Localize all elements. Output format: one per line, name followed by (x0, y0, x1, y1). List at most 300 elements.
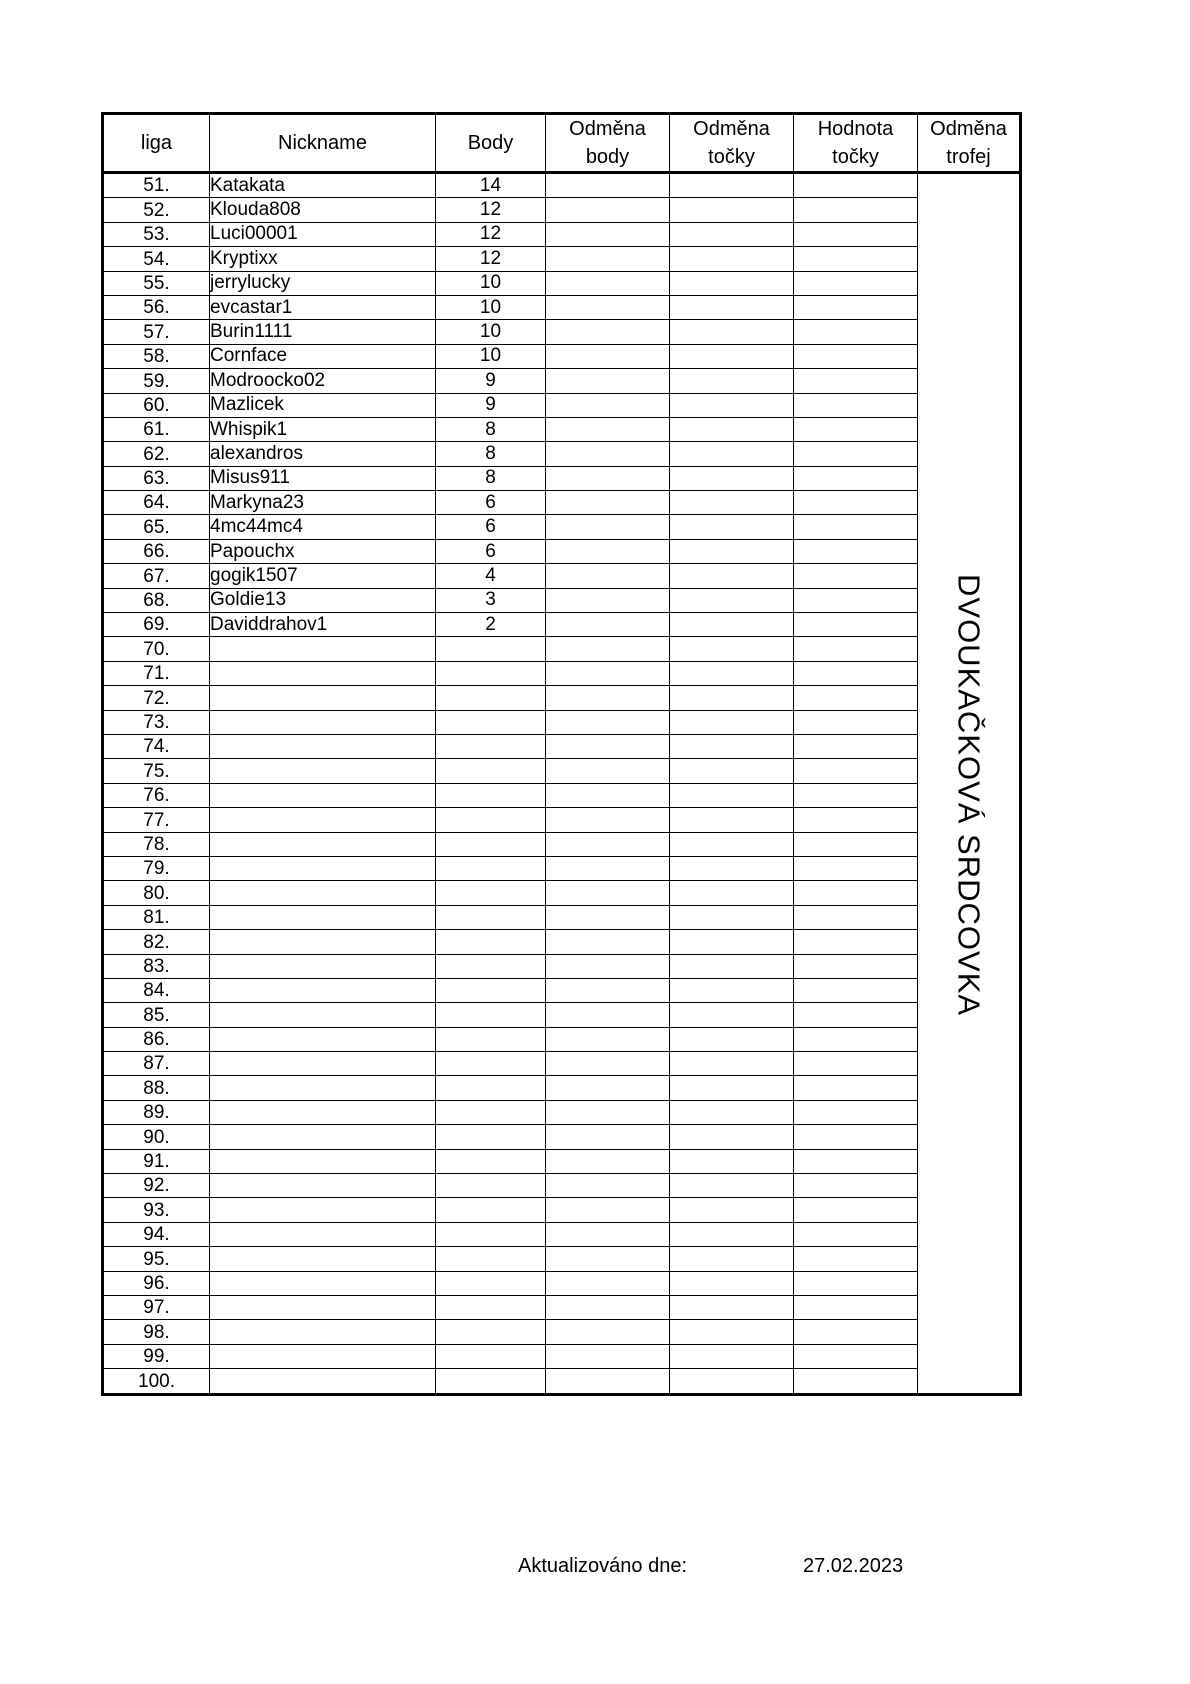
rank-cell: 95. (103, 1247, 210, 1271)
header-body: Body (436, 114, 546, 173)
table-row (103, 393, 1021, 417)
table-row (103, 832, 1021, 856)
rank-cell: 79. (103, 856, 210, 880)
table-row (103, 222, 1021, 246)
table-row (103, 856, 1021, 880)
nickname-cell (210, 1003, 436, 1027)
odmena-body-cell (546, 686, 670, 710)
header-liga: liga (103, 114, 210, 173)
rank-cell: 83. (103, 954, 210, 978)
rank-cell: 80. (103, 881, 210, 905)
odmena-tocky-cell (670, 1125, 794, 1149)
odmena-body-cell (546, 1076, 670, 1100)
odmena-tocky-cell (670, 1320, 794, 1344)
odmena-body-cell (546, 320, 670, 344)
header-odmena-body: Odměna body (546, 114, 670, 173)
odmena-body-cell (546, 905, 670, 929)
odmena-body-cell (546, 442, 670, 466)
body-cell (436, 1295, 546, 1319)
body-cell: 6 (436, 491, 546, 515)
header-hodnota-tocky: Hodnota točky (794, 114, 918, 173)
odmena-body-cell (546, 1125, 670, 1149)
body-cell: 10 (436, 271, 546, 295)
nickname-cell: Luci00001 (210, 222, 436, 246)
rank-cell: 89. (103, 1100, 210, 1124)
odmena-tocky-cell (670, 515, 794, 539)
body-cell (436, 1198, 546, 1222)
rank-cell: 72. (103, 686, 210, 710)
odmena-tocky-cell (670, 1344, 794, 1368)
header-odmena-tocky: Odměna točky (670, 114, 794, 173)
odmena-body-cell (546, 491, 670, 515)
trophy-name: DVOUKAČKOVÁ SRDCOVKA (951, 574, 987, 1017)
table-row (103, 1125, 1021, 1149)
table-row (103, 1344, 1021, 1368)
rank-cell: 74. (103, 734, 210, 758)
nickname-cell (210, 832, 436, 856)
rank-cell: 58. (103, 344, 210, 368)
hodnota-tocky-cell (794, 1174, 918, 1198)
odmena-body-cell (546, 1149, 670, 1173)
nickname-cell (210, 1369, 436, 1394)
rank-cell: 59. (103, 369, 210, 393)
rank-cell: 97. (103, 1295, 210, 1319)
odmena-tocky-cell (670, 734, 794, 758)
body-cell (436, 1320, 546, 1344)
odmena-tocky-cell (670, 1003, 794, 1027)
odmena-tocky-cell (670, 1369, 794, 1394)
table-row (103, 1320, 1021, 1344)
odmena-tocky-cell (670, 417, 794, 441)
hodnota-tocky-cell (794, 1076, 918, 1100)
table-row (103, 588, 1021, 612)
rank-cell: 71. (103, 661, 210, 685)
body-cell: 4 (436, 564, 546, 588)
trophy-cell (918, 173, 1021, 1395)
odmena-body-cell (546, 1052, 670, 1076)
odmena-body-cell (546, 344, 670, 368)
hodnota-tocky-cell (794, 1295, 918, 1319)
rank-cell: 91. (103, 1149, 210, 1173)
nickname-cell (210, 759, 436, 783)
nickname-cell (210, 1076, 436, 1100)
table-row (103, 783, 1021, 807)
nickname-cell (210, 1344, 436, 1368)
body-cell (436, 1027, 546, 1051)
updated-date: 27.02.2023 (803, 1555, 904, 1577)
body-cell (436, 1076, 546, 1100)
rank-cell: 100. (103, 1369, 210, 1394)
table-row (103, 978, 1021, 1002)
nickname-cell (210, 1100, 436, 1124)
rank-cell: 52. (103, 198, 210, 222)
odmena-body-cell (546, 417, 670, 441)
rank-cell: 96. (103, 1271, 210, 1295)
rank-cell: 78. (103, 832, 210, 856)
rank-cell: 86. (103, 1027, 210, 1051)
nickname-cell (210, 905, 436, 929)
odmena-tocky-cell (670, 930, 794, 954)
nickname-cell (210, 1027, 436, 1051)
table-body (103, 173, 1021, 1395)
nickname-cell (210, 1247, 436, 1271)
table-row (103, 466, 1021, 490)
table-row (103, 930, 1021, 954)
odmena-body-cell (546, 1198, 670, 1222)
hodnota-tocky-cell (794, 930, 918, 954)
table-row (103, 247, 1021, 271)
body-cell: 6 (436, 539, 546, 563)
body-cell (436, 1247, 546, 1271)
header-nickname: Nickname (210, 114, 436, 173)
odmena-tocky-cell (670, 1027, 794, 1051)
body-cell: 3 (436, 588, 546, 612)
body-cell: 8 (436, 442, 546, 466)
body-cell (436, 661, 546, 685)
hodnota-tocky-cell (794, 1369, 918, 1394)
odmena-body-cell (546, 466, 670, 490)
nickname-cell (210, 1320, 436, 1344)
body-cell: 8 (436, 466, 546, 490)
rank-cell: 60. (103, 393, 210, 417)
body-cell: 12 (436, 198, 546, 222)
odmena-body-cell (546, 1174, 670, 1198)
table-row (103, 515, 1021, 539)
odmena-body-cell (546, 1369, 670, 1394)
odmena-body-cell (546, 198, 670, 222)
nickname-cell: alexandros (210, 442, 436, 466)
odmena-body-cell (546, 393, 670, 417)
odmena-body-cell (546, 271, 670, 295)
nickname-cell (210, 1222, 436, 1246)
nickname-cell (210, 637, 436, 661)
nickname-cell: gogik1507 (210, 564, 436, 588)
body-cell: 9 (436, 393, 546, 417)
odmena-tocky-cell (670, 369, 794, 393)
nickname-cell (210, 1125, 436, 1149)
hodnota-tocky-cell (794, 637, 918, 661)
hodnota-tocky-cell (794, 515, 918, 539)
nickname-cell: Papouchx (210, 539, 436, 563)
odmena-body-cell (546, 637, 670, 661)
rank-cell: 53. (103, 222, 210, 246)
nickname-cell (210, 783, 436, 807)
nickname-cell (210, 954, 436, 978)
nickname-cell: Goldie13 (210, 588, 436, 612)
hodnota-tocky-cell (794, 881, 918, 905)
body-cell: 10 (436, 295, 546, 319)
rank-cell: 87. (103, 1052, 210, 1076)
odmena-body-cell (546, 613, 670, 637)
odmena-tocky-cell (670, 222, 794, 246)
rank-cell: 90. (103, 1125, 210, 1149)
hodnota-tocky-cell (794, 661, 918, 685)
rank-cell: 64. (103, 491, 210, 515)
odmena-body-cell (546, 710, 670, 734)
nickname-cell: jerrylucky (210, 271, 436, 295)
odmena-tocky-cell (670, 320, 794, 344)
odmena-tocky-cell (670, 759, 794, 783)
hodnota-tocky-cell (794, 613, 918, 637)
header-odmena-trofej: Odměna trofej (918, 114, 1021, 173)
table-row (103, 661, 1021, 685)
odmena-body-cell (546, 978, 670, 1002)
body-cell (436, 1149, 546, 1173)
table-row (103, 539, 1021, 563)
odmena-tocky-cell (670, 1174, 794, 1198)
hodnota-tocky-cell (794, 295, 918, 319)
table-row (103, 1174, 1021, 1198)
odmena-tocky-cell (670, 613, 794, 637)
hodnota-tocky-cell (794, 954, 918, 978)
nickname-cell (210, 1295, 436, 1319)
odmena-tocky-cell (670, 466, 794, 490)
body-cell (436, 686, 546, 710)
body-cell: 6 (436, 515, 546, 539)
rank-cell: 63. (103, 466, 210, 490)
odmena-body-cell (546, 881, 670, 905)
table-row (103, 905, 1021, 929)
odmena-tocky-cell (670, 1100, 794, 1124)
odmena-body-cell (546, 1271, 670, 1295)
table-row (103, 1100, 1021, 1124)
odmena-body-cell (546, 564, 670, 588)
nickname-cell: Katakata (210, 173, 436, 198)
body-cell (436, 710, 546, 734)
hodnota-tocky-cell (794, 832, 918, 856)
hodnota-tocky-cell (794, 1027, 918, 1051)
hodnota-tocky-cell (794, 271, 918, 295)
rank-cell: 68. (103, 588, 210, 612)
odmena-tocky-cell (670, 588, 794, 612)
nickname-cell: Daviddrahov1 (210, 613, 436, 637)
table-row (103, 417, 1021, 441)
hodnota-tocky-cell (794, 1052, 918, 1076)
table-row (103, 734, 1021, 758)
body-cell (436, 1052, 546, 1076)
table-row (103, 1052, 1021, 1076)
hodnota-tocky-cell (794, 1149, 918, 1173)
nickname-cell (210, 930, 436, 954)
table-row (103, 637, 1021, 661)
odmena-tocky-cell (670, 881, 794, 905)
nickname-cell: Misus911 (210, 466, 436, 490)
rank-cell: 75. (103, 759, 210, 783)
odmena-body-cell (546, 222, 670, 246)
table-row (103, 1271, 1021, 1295)
table-header (103, 114, 1021, 173)
hodnota-tocky-cell (794, 344, 918, 368)
odmena-tocky-cell (670, 783, 794, 807)
body-cell (436, 905, 546, 929)
nickname-cell: Modroocko02 (210, 369, 436, 393)
nickname-cell (210, 1271, 436, 1295)
table-row (103, 320, 1021, 344)
hodnota-tocky-cell (794, 466, 918, 490)
body-cell (436, 759, 546, 783)
body-cell: 10 (436, 344, 546, 368)
rank-cell: 57. (103, 320, 210, 344)
odmena-tocky-cell (670, 344, 794, 368)
table-row (103, 344, 1021, 368)
hodnota-tocky-cell (794, 1247, 918, 1271)
odmena-tocky-cell (670, 905, 794, 929)
odmena-body-cell (546, 856, 670, 880)
table-row (103, 1076, 1021, 1100)
hodnota-tocky-cell (794, 320, 918, 344)
body-cell: 8 (436, 417, 546, 441)
odmena-body-cell (546, 1027, 670, 1051)
body-cell (436, 930, 546, 954)
body-cell (436, 1344, 546, 1368)
hodnota-tocky-cell (794, 1125, 918, 1149)
odmena-body-cell (546, 808, 670, 832)
odmena-tocky-cell (670, 393, 794, 417)
rank-cell: 92. (103, 1174, 210, 1198)
rank-cell: 51. (103, 173, 210, 198)
odmena-tocky-cell (670, 1247, 794, 1271)
table-row (103, 710, 1021, 734)
table-row (103, 369, 1021, 393)
nickname-cell: Mazlicek (210, 393, 436, 417)
nickname-cell (210, 1174, 436, 1198)
rank-cell: 93. (103, 1198, 210, 1222)
table-row (103, 613, 1021, 637)
hodnota-tocky-cell (794, 856, 918, 880)
body-cell (436, 1100, 546, 1124)
body-cell (436, 1174, 546, 1198)
body-cell: 14 (436, 173, 546, 198)
odmena-body-cell (546, 1247, 670, 1271)
hodnota-tocky-cell (794, 1271, 918, 1295)
hodnota-tocky-cell (794, 491, 918, 515)
body-cell (436, 1003, 546, 1027)
hodnota-tocky-cell (794, 1198, 918, 1222)
table-row (103, 954, 1021, 978)
nickname-cell: Klouda808 (210, 198, 436, 222)
rank-cell: 84. (103, 978, 210, 1002)
rank-cell: 98. (103, 1320, 210, 1344)
nickname-cell (210, 1052, 436, 1076)
hodnota-tocky-cell (794, 1344, 918, 1368)
rank-cell: 82. (103, 930, 210, 954)
table-row (103, 881, 1021, 905)
body-cell: 10 (436, 320, 546, 344)
nickname-cell (210, 686, 436, 710)
body-cell: 9 (436, 369, 546, 393)
odmena-body-cell (546, 759, 670, 783)
hodnota-tocky-cell (794, 564, 918, 588)
nickname-cell: Kryptixx (210, 247, 436, 271)
body-cell (436, 1222, 546, 1246)
hodnota-tocky-cell (794, 417, 918, 441)
table-row (103, 271, 1021, 295)
odmena-tocky-cell (670, 978, 794, 1002)
hodnota-tocky-cell (794, 808, 918, 832)
hodnota-tocky-cell (794, 905, 918, 929)
hodnota-tocky-cell (794, 369, 918, 393)
hodnota-tocky-cell (794, 247, 918, 271)
rank-cell: 88. (103, 1076, 210, 1100)
table-row (103, 686, 1021, 710)
rank-cell: 85. (103, 1003, 210, 1027)
body-cell (436, 637, 546, 661)
odmena-tocky-cell (670, 710, 794, 734)
odmena-tocky-cell (670, 539, 794, 563)
table-row (103, 1149, 1021, 1173)
table-row (103, 1003, 1021, 1027)
body-cell (436, 734, 546, 758)
body-cell: 12 (436, 222, 546, 246)
rank-cell: 69. (103, 613, 210, 637)
odmena-body-cell (546, 954, 670, 978)
body-cell: 2 (436, 613, 546, 637)
odmena-tocky-cell (670, 686, 794, 710)
odmena-body-cell (546, 1320, 670, 1344)
nickname-cell: Markyna23 (210, 491, 436, 515)
rank-cell: 54. (103, 247, 210, 271)
odmena-tocky-cell (670, 1076, 794, 1100)
odmena-tocky-cell (670, 856, 794, 880)
body-cell (436, 856, 546, 880)
rank-cell: 70. (103, 637, 210, 661)
odmena-body-cell (546, 588, 670, 612)
hodnota-tocky-cell (794, 1100, 918, 1124)
odmena-body-cell (546, 247, 670, 271)
odmena-tocky-cell (670, 442, 794, 466)
hodnota-tocky-cell (794, 588, 918, 612)
body-cell: 12 (436, 247, 546, 271)
odmena-tocky-cell (670, 271, 794, 295)
rank-cell: 62. (103, 442, 210, 466)
nickname-cell (210, 734, 436, 758)
odmena-tocky-cell (670, 198, 794, 222)
table-row (103, 1027, 1021, 1051)
odmena-tocky-cell (670, 1295, 794, 1319)
body-cell (436, 881, 546, 905)
updated-label: Aktualizováno dne: (518, 1555, 688, 1577)
odmena-body-cell (546, 930, 670, 954)
odmena-tocky-cell (670, 1222, 794, 1246)
nickname-cell: Burin1111 (210, 320, 436, 344)
hodnota-tocky-cell (794, 1320, 918, 1344)
nickname-cell (210, 978, 436, 1002)
hodnota-tocky-cell (794, 734, 918, 758)
odmena-tocky-cell (670, 491, 794, 515)
table-row (103, 1198, 1021, 1222)
odmena-body-cell (546, 1222, 670, 1246)
hodnota-tocky-cell (794, 442, 918, 466)
body-cell (436, 1271, 546, 1295)
table-row (103, 759, 1021, 783)
nickname-cell (210, 1198, 436, 1222)
odmena-tocky-cell (670, 1198, 794, 1222)
rank-cell: 76. (103, 783, 210, 807)
odmena-body-cell (546, 832, 670, 856)
hodnota-tocky-cell (794, 393, 918, 417)
odmena-body-cell (546, 783, 670, 807)
nickname-cell: Whispik1 (210, 417, 436, 441)
odmena-tocky-cell (670, 637, 794, 661)
rank-cell: 61. (103, 417, 210, 441)
body-cell (436, 1369, 546, 1394)
odmena-body-cell (546, 734, 670, 758)
body-cell (436, 978, 546, 1002)
rank-cell: 77. (103, 808, 210, 832)
odmena-tocky-cell (670, 564, 794, 588)
table-row (103, 564, 1021, 588)
nickname-cell: evcastar1 (210, 295, 436, 319)
